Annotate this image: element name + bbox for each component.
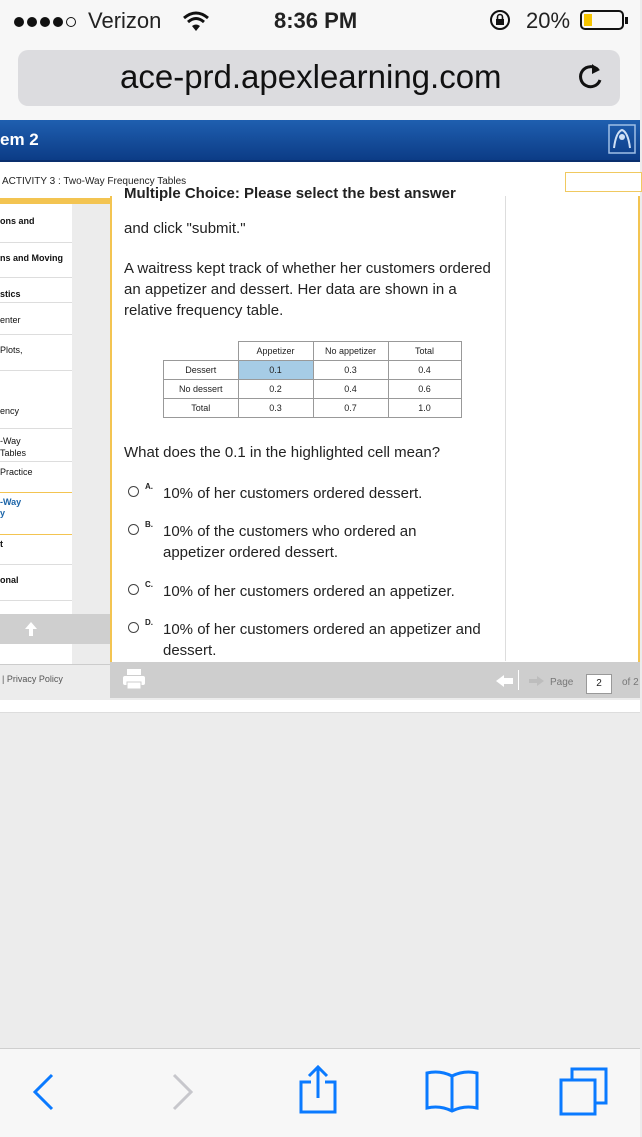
back-icon[interactable]	[30, 1072, 56, 1112]
previous-page-arrow-icon[interactable]	[496, 674, 514, 688]
choice-letter: D.	[145, 618, 153, 627]
tabs-icon[interactable]	[558, 1066, 610, 1118]
frame-divider	[505, 196, 506, 661]
course-header	[0, 120, 640, 162]
battery-percent: 20%	[526, 8, 571, 33]
sidebar-item-active[interactable]: -Way	[0, 497, 22, 507]
printer-icon[interactable]	[122, 668, 146, 690]
sidebar-item[interactable]: Plots,	[0, 345, 23, 355]
choice-text: 10% of her customers ordered dessert.	[163, 485, 423, 502]
table-header: Appetizer	[238, 342, 313, 361]
sidebar-item[interactable]: ons and	[0, 216, 35, 226]
highlighted-cell: 0.1	[238, 361, 313, 380]
privacy-policy-link[interactable]: | Privacy Policy	[2, 674, 63, 684]
activity-title: ACTIVITY 3 : Two-Way Frequency Tables	[2, 176, 187, 187]
radio-button[interactable]	[128, 524, 139, 535]
table-row-label: Total	[164, 399, 239, 418]
sidebar-item[interactable]: Practice	[0, 467, 33, 477]
signal-dots	[14, 13, 79, 31]
question-prompt: A waitress kept track of whether her customers ordered an appetizer and dessert. Her data are shown in a relative frequency table.	[124, 260, 491, 319]
table-cell: 0.6	[388, 380, 461, 399]
relative-frequency-table	[163, 341, 462, 418]
table-cell: 0.3	[313, 361, 388, 380]
rotation-lock-icon	[489, 9, 511, 31]
table-cell: 0.3	[238, 399, 313, 418]
wifi-icon	[183, 12, 209, 32]
sidebar-item-active[interactable]: y	[0, 508, 6, 518]
question-header: Multiple Choice: Please select the best answer	[124, 185, 456, 202]
choice-text: 10% of her customers ordered an appetizer and dessert.	[163, 621, 481, 659]
lesson-sidebar	[0, 204, 72, 664]
radio-button[interactable]	[128, 622, 139, 633]
table-cell: 0.4	[388, 361, 461, 380]
bookmarks-icon[interactable]	[424, 1068, 480, 1114]
carrier-label: Verizon	[88, 8, 162, 33]
sidebar-item[interactable]: ency	[0, 406, 20, 416]
question-instruction: and click "submit."	[124, 220, 246, 237]
sidebar-scroll-up-button[interactable]	[0, 614, 110, 644]
page-bottom-edge	[0, 700, 640, 713]
table-row-label: No dessert	[164, 380, 239, 399]
page-label: Page	[550, 677, 574, 688]
question-ask: What does the 0.1 in the highlighted cell mean?	[124, 444, 441, 461]
radio-button[interactable]	[128, 584, 139, 595]
next-page-arrow-icon[interactable]	[528, 675, 544, 687]
sidebar-item[interactable]: t	[0, 539, 3, 549]
battery-icon	[580, 10, 624, 30]
question-header-clip	[124, 185, 504, 218]
apex-logo-icon	[608, 124, 636, 154]
choice-text: 10% of her customers ordered an appetizer.	[163, 583, 455, 600]
url-text[interactable]: ace-prd.apexlearning.com	[120, 58, 502, 95]
sidebar-item[interactable]: onal	[0, 575, 19, 585]
reload-icon[interactable]	[576, 62, 604, 92]
sidebar-item[interactable]: -Way	[0, 436, 21, 446]
table-cell: 1.0	[388, 399, 461, 418]
share-icon[interactable]	[297, 1064, 339, 1116]
table-cell: 0.2	[238, 380, 313, 399]
radio-button[interactable]	[128, 486, 139, 497]
sidebar-item[interactable]: ns and Moving	[0, 253, 63, 263]
sidebar-item[interactable]: enter	[0, 315, 21, 325]
up-arrow-icon	[24, 621, 38, 637]
sidebar-item[interactable]: stics	[0, 289, 21, 299]
table-row-label: Dessert	[164, 361, 239, 380]
table-header: Total	[388, 342, 461, 361]
pager-divider	[518, 670, 519, 690]
clock: 8:36 PM	[274, 8, 358, 33]
sidebar-item[interactable]: Tables	[0, 448, 27, 458]
search-input[interactable]	[565, 172, 642, 192]
choice-text: 10% of the customers who ordered an appetizer ordered dessert.	[163, 523, 417, 561]
forward-icon[interactable]	[170, 1072, 196, 1112]
table-header: No appetizer	[313, 342, 388, 361]
course-title: em 2	[0, 130, 39, 149]
page-count: of 2	[622, 677, 639, 688]
choice-letter: C.	[145, 580, 153, 589]
table-cell: 0.4	[313, 380, 388, 399]
choice-letter: B.	[145, 520, 153, 529]
choice-letter: A.	[145, 482, 153, 491]
table-cell: 0.7	[313, 399, 388, 418]
page-number-input[interactable]: 2	[586, 674, 612, 694]
